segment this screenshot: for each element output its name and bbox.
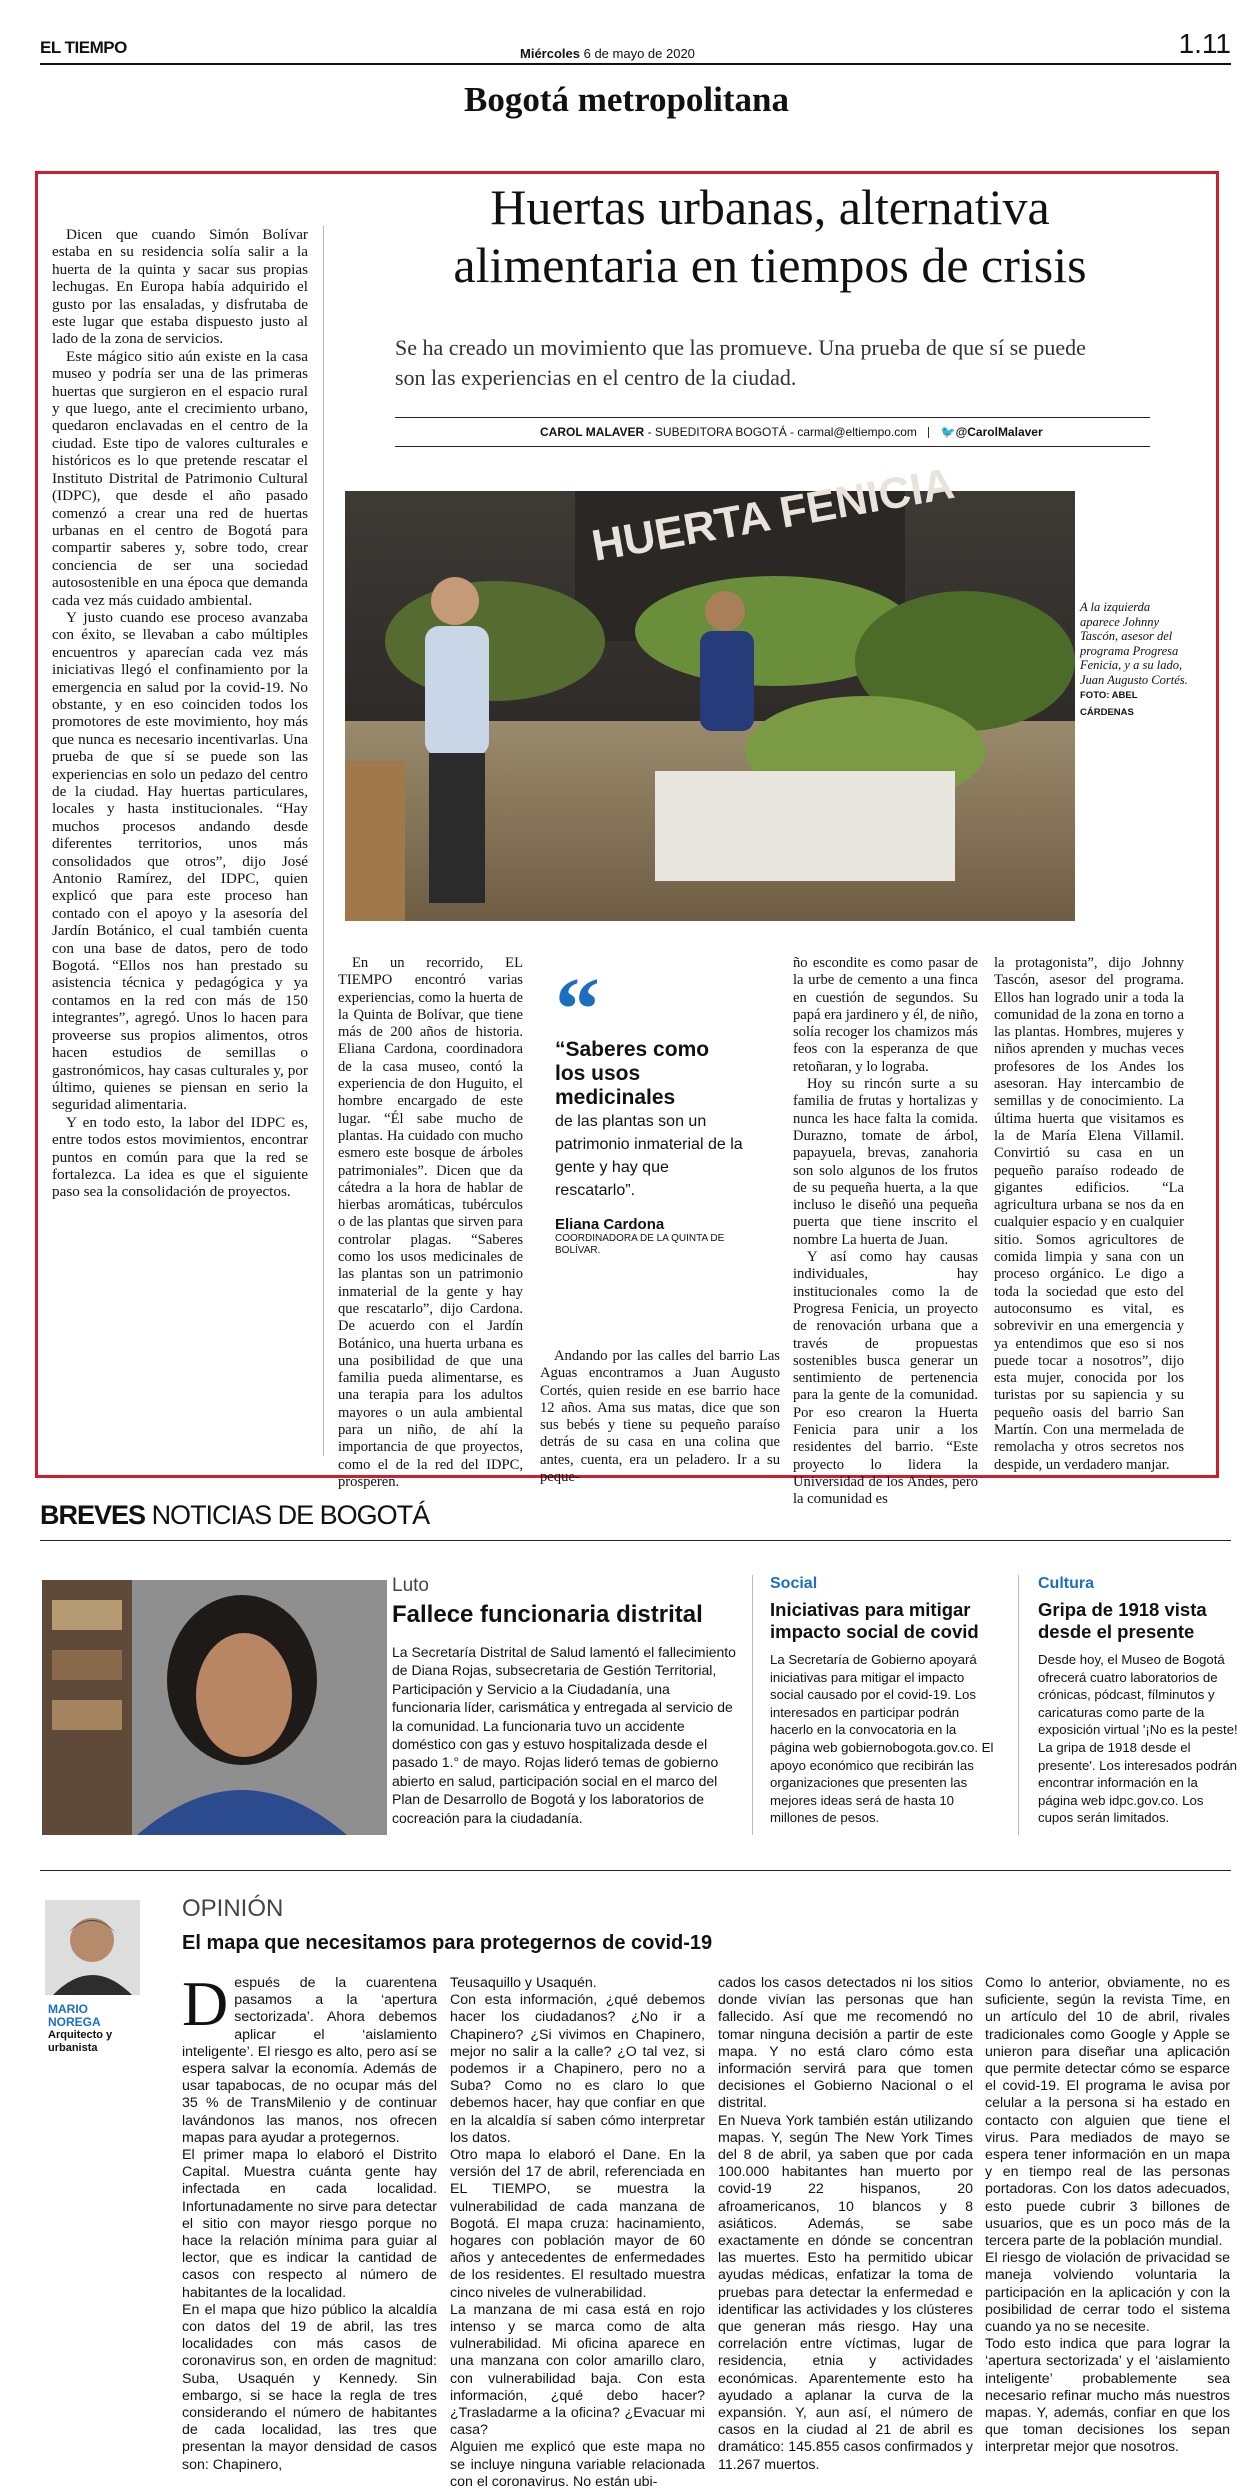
opinion-col3-para-1: cados los casos detectados ni los sitios donde vivían las personas que han fallecido. Así que me recomendó no tomar ninguna decisión a partir de este mapa. Y no está claro cómo esta información servirá para que tomen decisiones el Gobierno Nacional o el distrital. [718,1975,973,2112]
byline-rule-bottom [395,446,1150,447]
col5-para-1: la protagonista”, dijo Johnny Tascón, asesor del programa. Ellos han logrado unir a toda la comunidad de la zona en torno a las plantas. Hombres, mujeres y niños aprenden y muchas veces profesores de los Andes los asesoran. Hay intercambio de semillas y de conocimiento. La última huerta que visitamos es la de María Elena Villamil. Convirtió su casa en un pequeño paraíso rodeado de gigantes edificios. “La agricultura urbana se nos da en cualquier espacio y en cualquier sitio. Somos agricultores de comida limpia y sana con un proceso orgánico. Le digo a toda la sociedad que esto del autoconsumo es vital, es sobrevivir en una emergencia y ya entendimos que eso si nos puede tocar a nosotros”, dijo esta mujer, conocida por los turistas por su sapiencia y su pequeño oasis del barrio San Martín. Con una mermelada de remolacha y otros secretos nos despide, un verdadero manjar. [994,955,1184,1473]
opinion-col-3 [718,1975,973,2472]
luto-title[interactable]: Fallece funcionaria distrital [392,1601,703,1628]
social-body: La Secretaría de Gobierno apoyará iniciativas para mitigar el impacto social causado por el covid-19. Los interesados en participar podrán hacerlo en la convocatoria en la página web gobiernobogota.gov.co. El apoyo económico que recibirán las organizaciones que presenten las mejores ideas será de hasta 10 millones de pesos. [770,1652,994,1826]
opinion-col2-para-4: La manzana de mi casa está en rojo intenso y se marca como de alta vulnerabilidad. Mi oficina aparece en una manzana con color amarillo claro, con vulnerabilidad baja. Con esta información, ¿qué debo hacer? ¿Trasladarme a la oficina? ¿Evacuar mi casa? [450,2301,705,2439]
col1-para-4: Y en todo esto, la labor del IDPC es, entre todos estos movimientos, encontrar puntos en común para que la red se fortalezca. La idea es que el siguiente paso sea la consolidación de proyectos. [52,1113,308,1201]
opinion-col4-para-3: Todo esto indica que para lograr la ‘apertura sectorizada’ y el ‘aislamiento inteligente’ probablemente sea necesario refinar mucho más nuestros mapas. Y, además, confiar en que los que toman decisiones los sepan interpretar mejor que nosotros. [985,2336,1230,2456]
opinion-col1-text-1: espués de la cuarentena pasamos a la ‘apertura sectorizada’. Ahora debemos aplicar el ‘aislamiento inteligente’. El riesgo es alto, pero así se espera salvar la economía. Además de usar tapabocas, de no ocupar más del 35 % de TransMilenio y de continuar lavándonos las manos, nos ofrecen mapas para ayudar a protegernos. [182,1975,437,2146]
breves-sublabel: NOTICIAS DE BOGOTÁ [151,1500,430,1530]
caption-text: A la izquierda aparece Johnny Tascón, asesor del programa Progresa Fenicia, y a su lado, Juan Augusto Cortés. [1080,600,1188,687]
quote-author-role: COORDINADORA DE LA QUINTA DE BOLÍVAR. [555,1233,725,1256]
author-first: MARIO [48,2002,88,2016]
raised-bed [655,771,955,881]
col1-para-1: Dicen que cuando Simón Bolívar estaba en su residencia solía salir a la huerta de la quinta y sacar sus propias lechugas. En Europa había adquirido el gusto por las ensaladas, y disfrutaba de este lugar que estaba dispuesto justo al lado de la zona de servicios. [52,226,308,348]
article-title [320,178,1220,294]
opinion-col-2 [450,1975,705,2490]
byline [540,425,1043,439]
article-deck: Se ha creado un movimiento que las promueve. Una prueba de que sí se puede son las experiencias en el centro de la ciudad. [395,335,1086,390]
opinion-col-1 [182,1968,437,2473]
byline-name: CAROL MALAVER [540,425,645,439]
opinion-col1-para-3: En el mapa que hizo público la alcaldía con datos del 19 de abril, las tres localidades con más casos de coronavirus son, en orden de magnitud: Suba, Usaquén y Kennedy. Sin embargo, si se hace la regla de tres considerando el número de habitantes de cada localidad, las tres que presentan la mayor densidad de casos son: Chapinero, [182,2301,437,2473]
page-number: 1.11 [1178,28,1231,59]
byline-role: - SUBEDITORA BOGOTÁ - carmal@eltiempo.com [644,425,917,439]
article-col-4 [793,955,978,1508]
col1-para-3: Y justo cuando ese proceso avanzaba con éxito, se llevaban a cabo múltiples encuentros y aparecían cada vez más iniciativas llegó el confinamiento por la emergencia en salud por la covid-19. No obstante, y en eso coinciden todos los promotores de este movimiento, hoy más que nunca es necesario incentivarlas. Una prueba de que sí se puede son las experiencias en solo un pedazo del centro de la ciudad. Hay huertas particulares, locales y hasta institucionales. “Hay muchos procesos andando desde diferentes territorios, unos más consolidados que otros”, dijo José Antonio Ramírez, del IDPC, quien explicó que para este proceso han contado con el apoyo y la asesoría del Jardín Botánico, el cual también cuenta con una base de datos, pero de todo Bogotá. “Ellos nos han prestado su asistencia técnica y pedagógica y ya contamos en la red con más de 150 integrantes”, agregó. Unos lo hacen para proveerse sus propios alimentos, otros hacen estudios de semillas o gastronómicos, hay casas culturales y, por último, quienes se piensan en serio la seguridad alimentaria. [52,608,308,1114]
photo-wall-sign: HUERTA FENICIA [588,458,958,571]
byline-rule [395,417,1150,418]
luto-photo [42,1580,387,1835]
article-col-3 [540,1348,780,1486]
col3-para-1: Andando por las calles del barrio Las Aguas encontramos a Juan Augusto Cortés, quien reside en ese barrio hace 12 años. Ama sus matas, dice que son sus bebés y tiene su pequeño paraíso detrás de su casa en una colina que antes, cuenta, era un peladero. Ir a su peque- [540,1348,780,1486]
wooden-crate [345,761,405,921]
opinion-title: El mapa que necesitamos para protegernos de covid-19 [182,1932,713,1954]
author-tag [48,2003,128,2055]
cultura-kicker: Cultura [1038,1575,1094,1592]
dropcap: D [182,1968,229,2039]
opinion-rule [40,1870,1231,1871]
section-title: Bogotá metropolitana [463,80,790,119]
issue-date [520,46,695,61]
quote-author: Eliana Cardona [555,1216,665,1233]
luto-body: La Secretaría Distrital de Salud lamentó el fallecimiento de Diana Rojas, subsecretaria de Gestión Territorial, Participación y Servicio a la Ciudadanía, una funcionaria líder, carismática y entregada al servicio de la comunidad. La funcionaria tuvo un accidente doméstico con gas y estuvo hospitalizada desde el pasado 1.° de mayo. Rojas lideró temas de gobierno abierto en salud, participación social en el marco del Plan de Desarrollo de Bogotá y los laboratorios de cocreación para la ciudadanía. [392,1644,736,1826]
article-col-2 [338,955,523,1490]
article-col-5 [994,955,1184,1473]
portrait-face [196,1633,292,1757]
title-line-1: Huertas urbanas, alternativa [490,179,1050,235]
col4-para-1: ño escondite es como pasar de la urbe de cemento a una finca en cuestión de segundos. Su papá era jardinero y él, de niño, solía recoger los chamizos más feos con la esperanza de que retoñaran, y lo lograba. [793,955,978,1075]
cultura-title[interactable]: Gripa de 1918 vista desde el presente [1038,1599,1207,1642]
date-day: Miércoles [520,46,580,61]
brief-cultura [1038,1575,1238,1827]
col1-para-2: Este mágico sitio aún existe en la casa museo y podría ser una de las primeras huertas que surgieron en el espacio rural y que luego, ante el crecimiento urbano, quedaron enclavadas en el centro de la ciudad. Este tipo de valores culturales e históricos es lo que pretende rescatar el Instituto Distrital de Patrimonio Cultural (IDPC), que desde el año pasado comenzó a crear una red de huertas urbanas en el centro de Bogotá para compartir saberes y, sobre todo, crear conciencia de ser una sociedad autosostenible en una época que demanda cada vez más cuidado ambiental. [52,347,308,609]
brief-social [770,1575,998,1827]
masthead-rule [40,63,1231,65]
breves-divider-1 [752,1575,753,1835]
opinion-col2-para-2: Con esta información, ¿qué debemos hacer los ciudadanos? ¿No ir a Chapinero? ¿Si vivimos en Chapinero, mejor no salir a la calle? ¿O tal vez, si podemos ir a Chapinero, pero no a Suba? Como no es claro lo que debemos hacer, hay que confiar en que en la alcaldía sí saben cómo interpretar los datos. [450,1992,705,2146]
opinion-col2-para-3: Otro mapa lo elaboró el Dane. En la versión del 17 de abril, referenciada en EL TIEMPO, se muestra la vulnerabilidad de cada manzana de Bogotá. El mapa cruza: hacinamiento, hogares con población mayor de 60 años y antecedentes de enfermedades de los residentes. El resultado muestra cinco niveles de vulnerabilidad. [450,2147,705,2301]
photo-caption [1080,600,1190,720]
brand-logo: EL TIEMPO [40,38,127,57]
col2-para-1: En un recorrido, EL TIEMPO encontró varias experiencias, como la huerta de la Quinta de Bolívar, que tiene más de 200 años de historia. Eliana Cardona, coordinadora de la casa museo, contó la experiencia de don Huguito, el hombre encargado de este lugar. “Él sabe mucho de plantas. Ha cuidado con mucho esmero este bosque de árboles patrimoniales”. Dicen que da cátedra a la hora de hablar de hierbas aromáticas, tubérculos o de las plantas que sirven para controlar plagas. “Saberes como los usos medicinales de las plantas son un patrimonio inmaterial de la gente y hay que rescatarlo”, dijo Cardona. De acuerdo con el Jardín Botánico, una huerta urbana es una posibilidad de que una familia pueda alimentarse, es una terapia para los adultos mayores o un aula ambiental para un niño, de ahí la importancia de que proyectos, como el de la red del IDPC, prosperen. [338,955,523,1490]
opinion-col-4 [985,1975,1230,2472]
col-divider-1 [323,226,324,1456]
social-kicker: Social [770,1575,818,1592]
col4-para-3: Y así como hay causas individuales, hay institucionales como la de Progresa Fenicia, un proyecto de renovación urbana que a través de propuestas sostenibles busca generar un sentimiento de pertenencia para la gente de la comunidad. Por eso crearon la Huerta Fenicia para unir a los residentes del barrio. “Este proyecto lo lidera la Universidad de los Andes, pero la comunidad es [793,1249,978,1508]
social-title[interactable]: Iniciativas para mitigar impacto social de covid [770,1599,979,1642]
caption-credit: FOTO: ABEL CÁRDENAS [1080,690,1138,718]
quote-mark-icon: “ [555,960,600,1059]
opinion-col2-para-1: Teusaquillo y Usaquén. [450,1975,597,1991]
cultura-body: Desde hoy, el Museo de Bogotá ofrecerá cuatro laboratorios de crónicas, pódcast, fílminutos y caricaturas como parte de la exposición virtual '¡No es la peste! La gripa de 1918 desde el presente'. Los interesados podrán encontrar información en la página web idpc.gov.co. Los cupos serán limitados. [1038,1652,1238,1826]
title-line-2: alimentaria en tiempos de crisis [453,237,1087,293]
opinion-col3-para-2: En Nueva York también están utilizando mapas. Y, según The New York Times del 8 de abril, ya saben que por cada 100.000 habitantes han muerto por covid-19 22 hispanos, 20 afroamericanos, 10 blancos y 8 asiáticos. Además, se sabe exactamente en dónde se concentran las muertes. Esto ha permitido ubicar ayudas médicas, enfatizar la toma de pruebas para detectar la enfermedad e identificar las actividades y los clústeres que generan más riesgo. Hay una correlación entre víctimas, lugar de residencia, etnia y actividades económicas. Aparentemente esto ha ayudado a aplanar la curva de la expansión. Y, aun así, el número de casos en la ciudad al 21 de abril es dramático: 145.855 casos confirmados y 11.267 muertos. [718,2112,973,2473]
col4-para-2: Hoy su rincón surte a su familia de frutas y hortalizas y nunca les hace falta la comida. Durazno, tomate de árbol, papayuela, brevas, zanahoria son solo algunos de los frutos de su pequeña huerta, a la que incluso le diseñó una pequeña puerta que tiene inscrito el nombre La huerta de Juan. [793,1076,978,1248]
date-rest: 6 de mayo de 2020 [583,46,695,61]
author-last: NOREGA [48,2015,101,2029]
breves-divider-2 [1018,1575,1019,1835]
breves-header [40,1500,429,1531]
opinion-col1-para-2: El primer mapa lo elaboró el Distrito Capital. Muestra cuánta gente hay infectada en cada localidad. Infortunadamente no sirve para detectar el sitio con mayor riesgo porque no hace la relación mínima para guiar al lector, que es indicar la cantidad de casos con respecto al número de habitantes de la localidad. [182,2147,437,2301]
article-photo [345,458,1075,921]
opinion-col1-para-1 [182,1968,437,2147]
opinion-col4-para-1: Como lo anterior, obviamente, no es suficiente, según la revista Time, en un artículo del 10 de abril, rivales tradicionales como Google y Apple se unieron para diseñar una aplicación que permite detectar cómo se esparce el covid-19. El programa le avisa por celular a la persona si ha estado en contacto con alguien que tiene el virus. Para mediados de mayo se espera tener información en un mapa y en tiempo real de las personas portadoras. Con los datos adecuados, esto puede cubrir 3 billones de usuarios, que es un poco más de la tercera parte de la población mundial. [985,1975,1230,2250]
opinion-label: OPINIÓN [182,1895,284,1922]
quote-rest: de las plantas son un patrimonio inmaterial de la gente y hay que rescatarlo”. [555,1113,743,1199]
twitter-icon: 🐦 [940,425,956,439]
byline-divider [928,427,929,438]
quote-bold: “Saberes como los usos medicinales [555,1038,710,1109]
breves-label: BREVES [40,1500,146,1530]
opinion-col2-para-5: Alguien me explicó que este mapa no se incluye ninguna variable relacionada con el coronavirus. No están ubi- [450,2439,705,2490]
article-col-1 [52,226,308,1446]
luto-kicker: Luto [392,1575,429,1596]
brief-luto [392,1575,737,1827]
author-role: Arquitecto y urbanista [48,2029,113,2054]
byline-twitter[interactable]: @CarolMalaver [955,425,1043,439]
author-photo [45,1900,140,1995]
opinion-col4-para-2: El riesgo de violación de privacidad se maneja volviendo voluntaria la participación en la aplicación y con la posibilidad de cerrar todo el sistema cuando ya no se necesite. [985,2250,1230,2336]
pull-quote [555,960,745,1257]
breves-rule [40,1540,1231,1541]
